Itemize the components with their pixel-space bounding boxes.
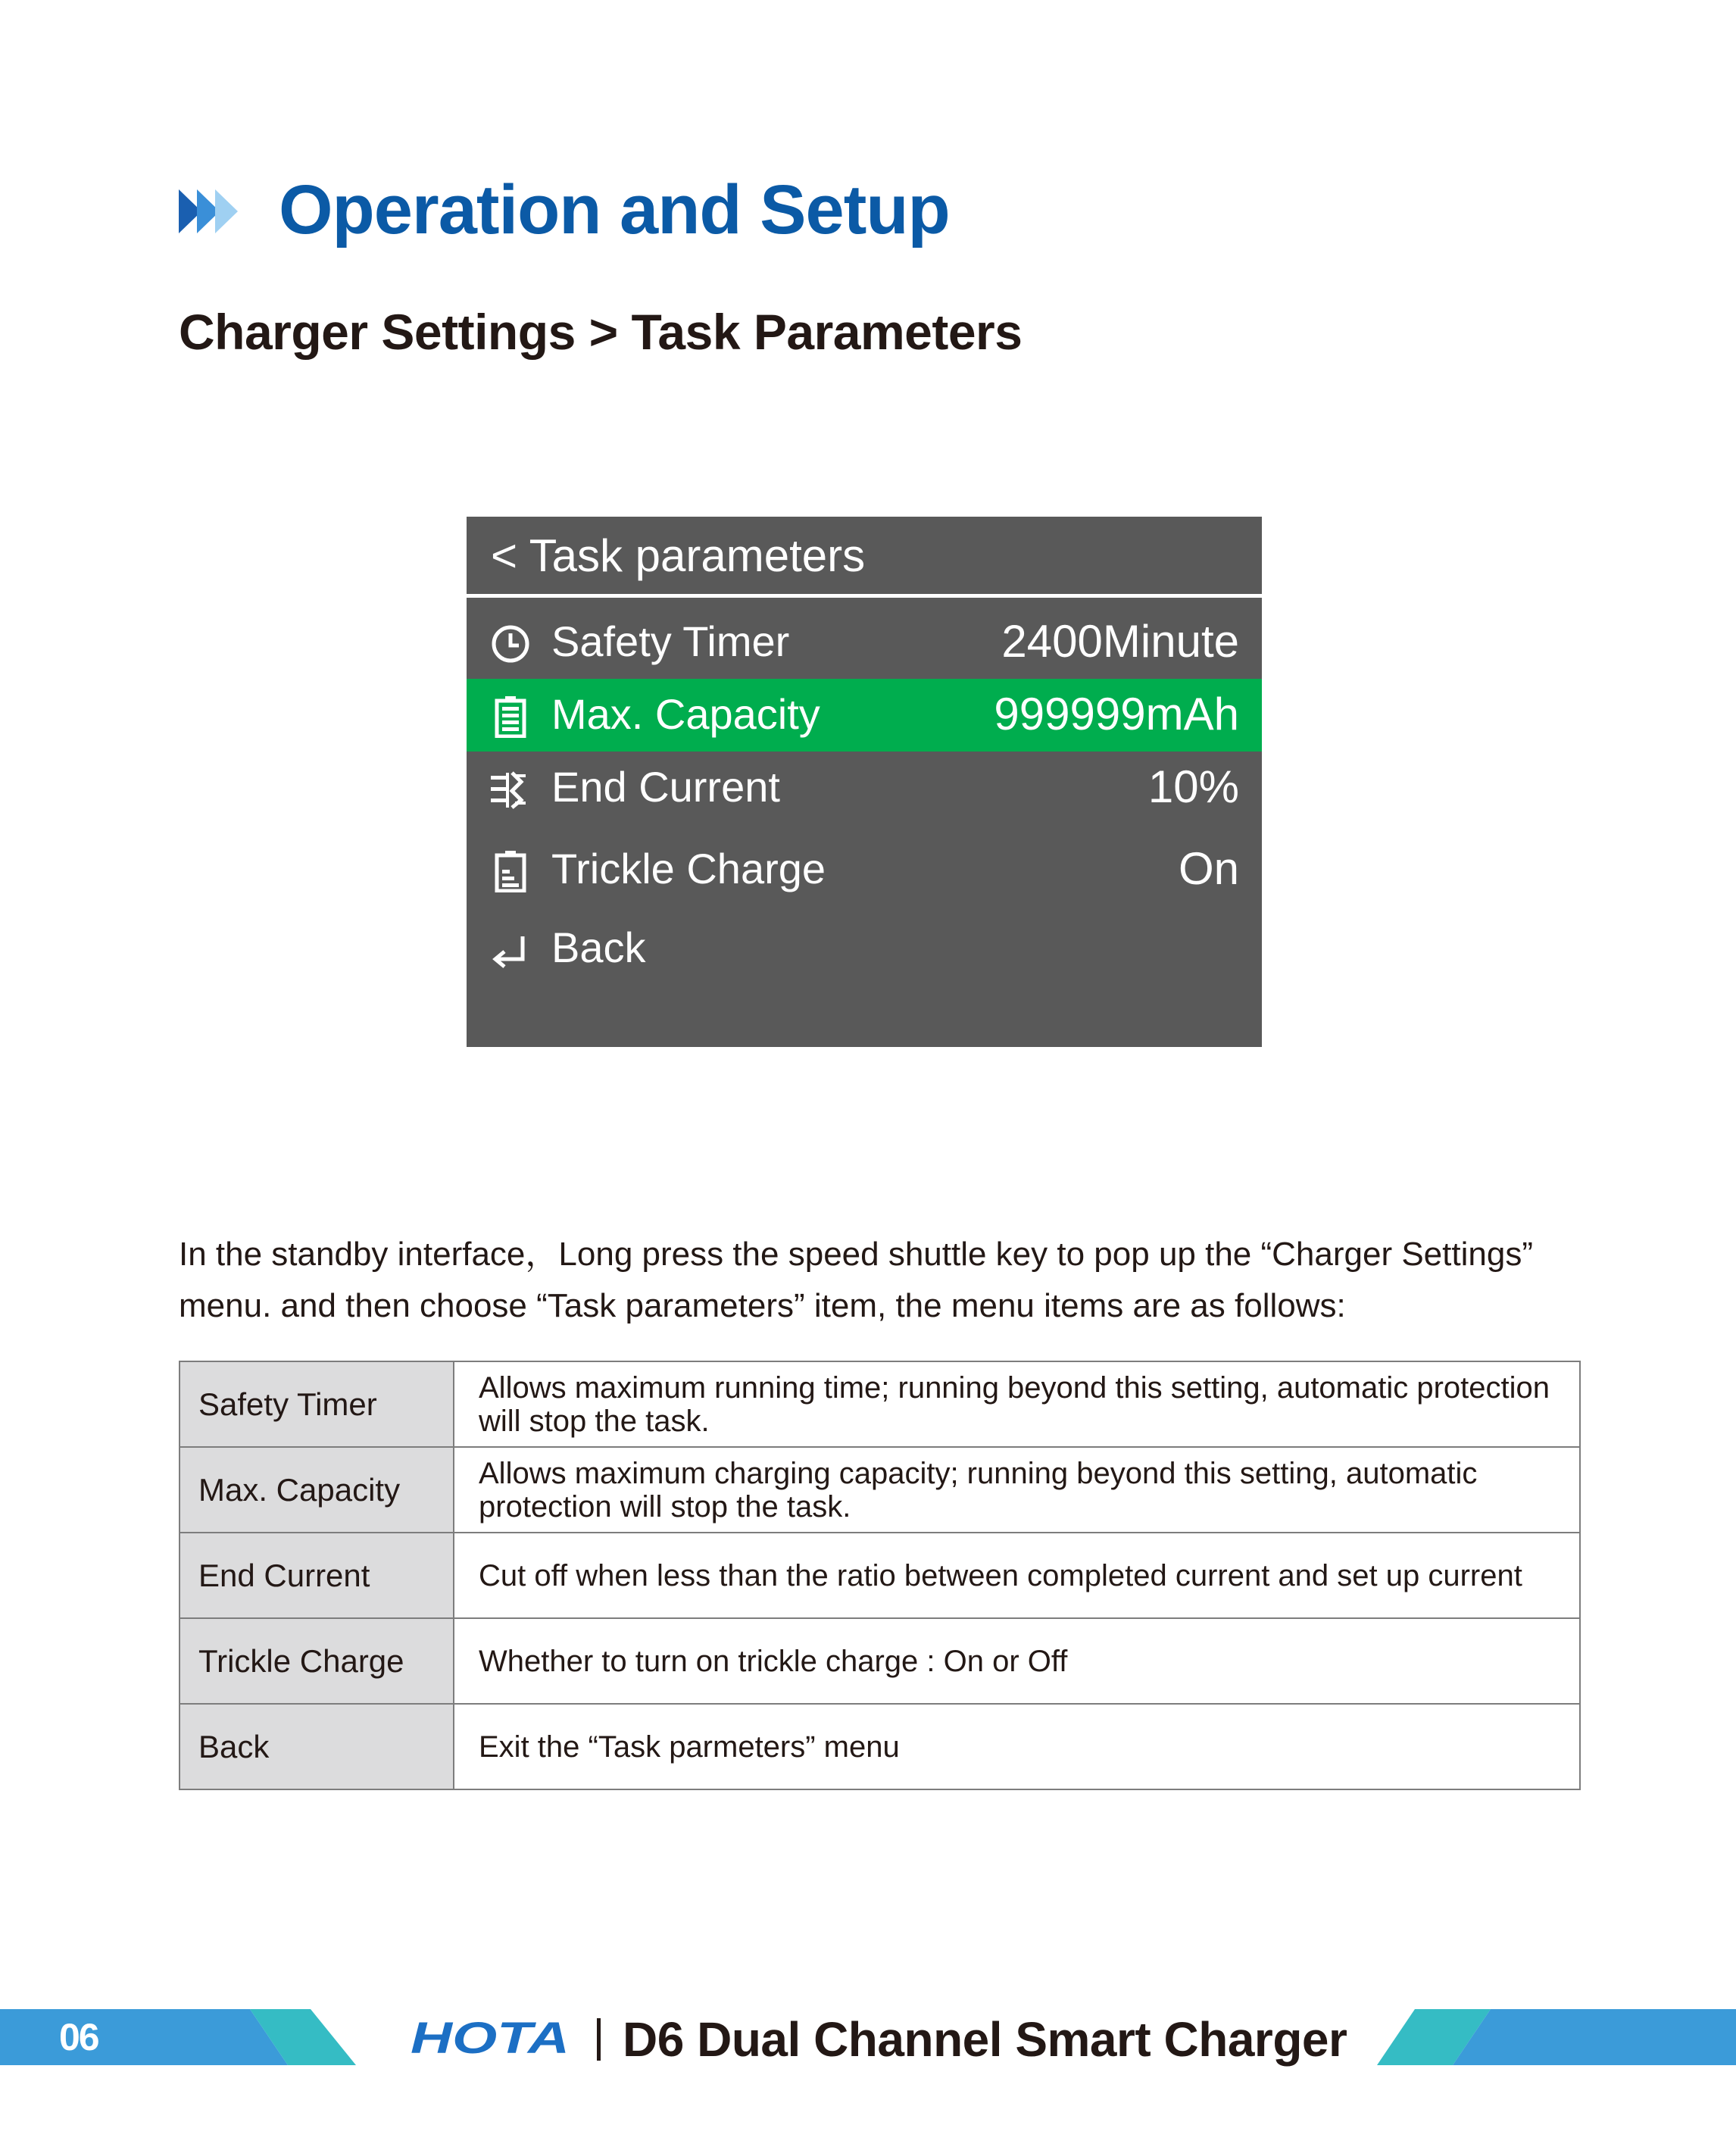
svg-text:HOTA: HOTA xyxy=(411,2017,570,2059)
param-name: Safety Timer xyxy=(180,1361,454,1447)
device-screen xyxy=(467,517,1262,1047)
param-name: Back xyxy=(180,1704,454,1789)
table-row xyxy=(180,1447,1580,1533)
param-name: End Current xyxy=(180,1533,454,1618)
table-row xyxy=(180,1618,1580,1704)
page-number: 06 xyxy=(59,2016,98,2058)
param-description: Exit the “Task parmeters” menu xyxy=(454,1704,1580,1789)
page-title: Operation and Setup xyxy=(279,171,950,248)
param-name: Max. Capacity xyxy=(180,1447,454,1533)
screen-header-title: < Task parameters xyxy=(491,530,866,581)
screen-divider xyxy=(467,594,1262,598)
table-row xyxy=(180,1361,1580,1447)
param-description: Cut off when less than the ratio between completed current and set up current xyxy=(454,1533,1580,1618)
row-value: 999999mAh xyxy=(994,689,1239,739)
param-description: Allows maximum running time; running beyond this setting, automatic protection will stop the task. xyxy=(454,1361,1580,1447)
table-row xyxy=(180,1704,1580,1789)
screen-header[interactable] xyxy=(467,517,1262,594)
row-value: On xyxy=(1178,843,1239,894)
param-description: Allows maximum charging capacity; running beyond this setting, automatic protection will stop the task. xyxy=(454,1447,1580,1533)
row-label: Trickle Charge xyxy=(551,845,826,892)
row-label: Back xyxy=(551,923,646,971)
footer-band-left xyxy=(0,2009,364,2065)
return-icon xyxy=(489,929,532,971)
footer-band-right xyxy=(1377,2009,1736,2065)
screen-row-trickle-charge[interactable] xyxy=(467,833,1262,906)
double-arrow-icon xyxy=(179,186,251,236)
footer-separator xyxy=(597,2018,601,2061)
screen-row-safety-timer[interactable] xyxy=(467,606,1262,679)
description-line: In the standby interface，Long press the speed shuttle key to pop up the “Charger Settings” xyxy=(179,1236,1533,1273)
param-name: Trickle Charge xyxy=(180,1618,454,1704)
battery-icon xyxy=(489,695,532,738)
row-label: End Current xyxy=(551,763,780,811)
screen-row-max-capacity[interactable] xyxy=(467,679,1262,752)
footer-product-title: D6 Dual Channel Smart Charger xyxy=(623,2012,1347,2067)
row-value: 10% xyxy=(1147,761,1239,812)
description xyxy=(179,1229,1588,1332)
row-label: Max. Capacity xyxy=(551,690,820,738)
description-line: menu. and then choose “Task parameters” item, the menu items are as follows: xyxy=(179,1287,1346,1324)
screen-row-back[interactable] xyxy=(467,912,1262,985)
screen-row-end-current[interactable] xyxy=(467,752,1262,824)
battery-level-icon xyxy=(489,850,532,892)
hota-logo xyxy=(409,2017,573,2059)
table-row xyxy=(180,1533,1580,1618)
param-description: Whether to turn on trickle charge : On or Off xyxy=(454,1618,1580,1704)
parameters-table xyxy=(179,1361,1581,1790)
clock-icon xyxy=(489,623,532,665)
section-title: Charger Settings > Task Parameters xyxy=(179,304,1023,360)
row-label: Safety Timer xyxy=(551,617,790,665)
row-value: 2400Minute xyxy=(1001,616,1239,667)
current-arrows-icon xyxy=(489,768,532,811)
